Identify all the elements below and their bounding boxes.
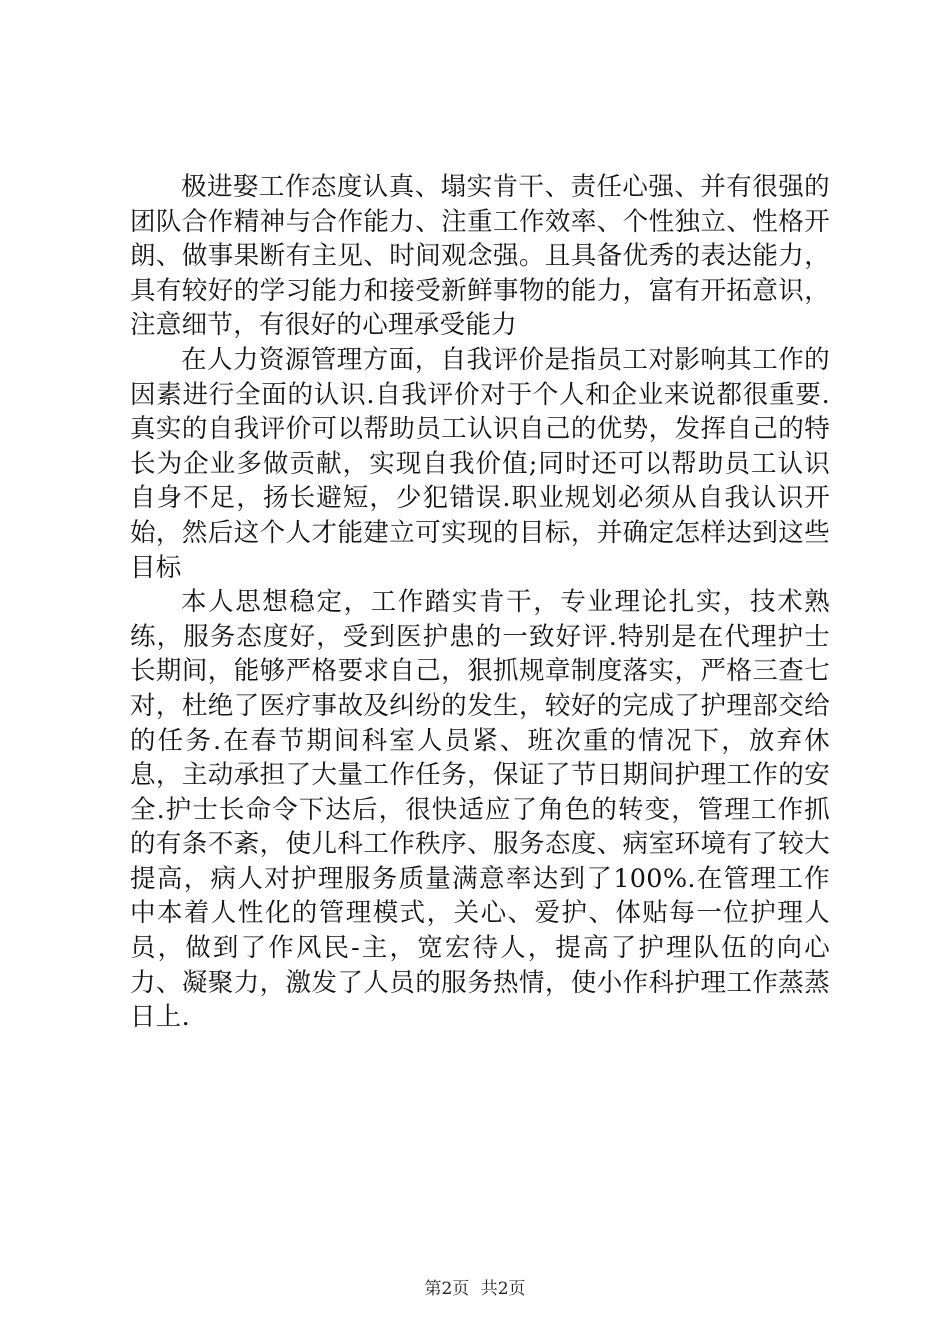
paragraph-1: 极进娶工作态度认真、塌实肯干、责任心强、并有很强的团队合作精神与合作能力、注重工作效率、个性独立、性格开朗、做事果断有主见、时间观念强。且具备优秀的表达能力，具有较好的学习能力和接受新鲜事物的能力，富有开拓意识，注意细节，有很好的心理承受能力 — [130, 172, 830, 341]
paragraph-3: 本人思想稳定，工作踏实肯干，专业理论扎实，技术熟练，服务态度好，受到医护患的一致好评.特别是在代理护士长期间，能够严格要求自己，狠抓规章制度落实，严格三查七对，杜绝了医疗事故及纠纷的发生，较好的完成了护理部交给的任务.在春节期间科室人员紧、班次重的情况下，放弃休息，主动承担了大量工作任务，保证了节日期间护理工作的安全.护士长命令下达后，很快适应了角色的转变，管理工作抓的有条不紊，使儿科工作秩序、服务态度、病室环境有了较大提高，病人对护理服务质量满意率达到了100%.在管理工作中本着人性化的管理模式，关心、爱护、体贴每一位护理人员，做到了作风民-主，宽宏待人，提高了护理队伍的向心力、凝聚力，激发了人员的服务热情，使小作科护理工作蒸蒸日上. — [130, 587, 830, 1033]
page-number: 第2页 — [424, 1279, 470, 1299]
page-footer — [0, 1274, 950, 1299]
page-total: 共2页 — [480, 1279, 526, 1299]
document-body — [130, 170, 830, 1035]
paragraph-2: 在人力资源管理方面，自我评价是指员工对影响其工作的因素进行全面的认识.自我评价对于个人和企业来说都很重要.真实的自我评价可以帮助员工认识自己的优势，发挥自己的特长为企业多做贡献，实现自我价值;同时还可以帮助员工认识自身不足，扬长避短，少犯错误.职业规划必须从自我认识开始，然后这个人才能建立可实现的目标，并确定怎样达到这些目标 — [130, 344, 830, 583]
